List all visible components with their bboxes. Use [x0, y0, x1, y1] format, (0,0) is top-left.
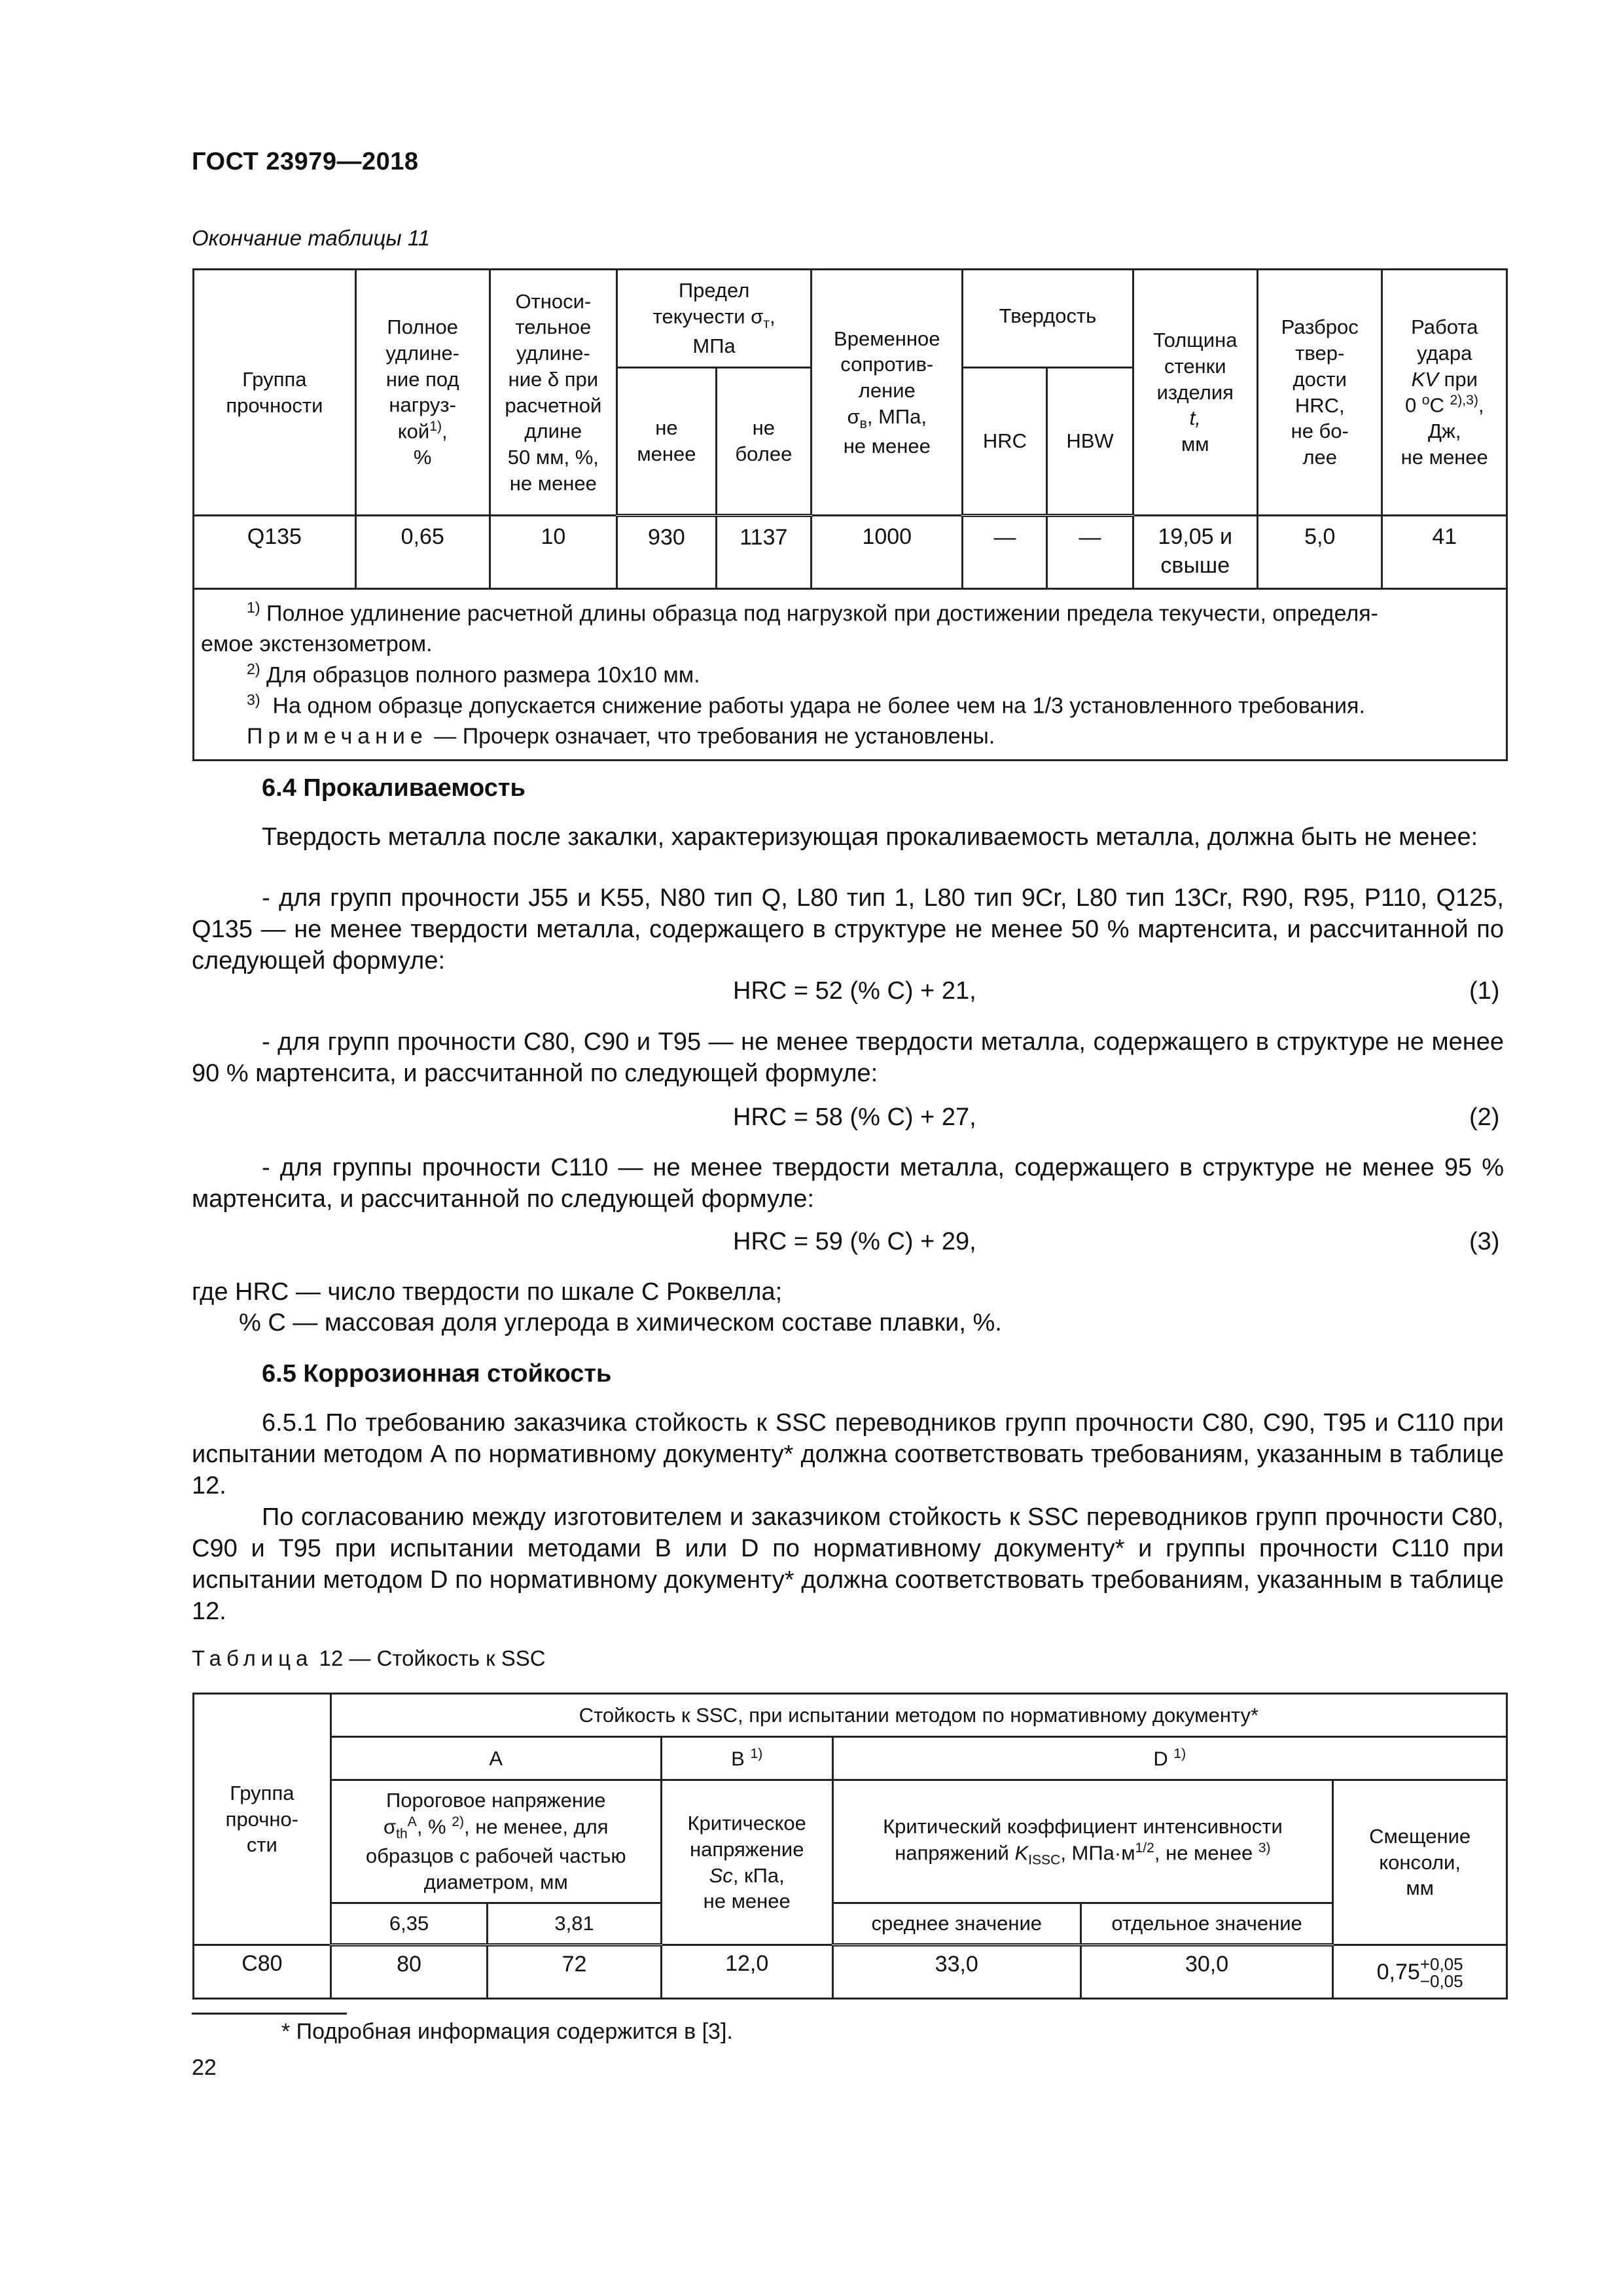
t12-cell-a381: 72	[488, 1945, 661, 1999]
cell-relative-elongation: 10	[490, 516, 617, 589]
header-hrc: HRC	[963, 368, 1047, 516]
table-row	[194, 1945, 1507, 1999]
cell-spread: 5,0	[1258, 516, 1382, 589]
section-6-5-p2: По согласованию между изготовителем и заказчиком стойкость к SSC переводников групп прочности C80, C90 и T95 при испытании методами В или D по нормативному документу* и группы прочности C110 при испытании методом D по нормативному документу* должна соответствовать требованиям, указанным в таблице 12.	[192, 1503, 1504, 1625]
page-footnote: * Подробная информация содержится в [3].	[281, 2019, 733, 2044]
cell-hbw: —	[1047, 516, 1133, 589]
table11-caption: Окончание таблицы 11	[192, 226, 431, 250]
header-yield-min: не менее	[617, 368, 717, 516]
cell-group: Q135	[194, 516, 356, 589]
section-6-4-p2: - для групп прочности J55 и K55, N80 тип Q, L80 тип 1, L80 тип 9Cr, L80 тип 13Cr, R90, R95, P110, Q125, Q135 — не менее твердости металла, содержащего в структуре не менее 50 % мартенсита, и рассчитанной по следующей формуле:	[192, 884, 1504, 975]
t12-header-shift: Смещение консоли, мм	[1333, 1780, 1507, 1945]
header-yield-max: не более	[716, 368, 811, 516]
cell-yield-max: 1137	[716, 516, 811, 589]
t12-header-kissc: Критический коэффициент интенсивности напряжений $K_{ISSC}$, $МПа\cdot м^{1/2}$, не менее $^{3)}$	[832, 1780, 1333, 1903]
t12-header-critical-stress: Критическое напряжение Sc, кПа, не менее	[661, 1780, 832, 1945]
header-full-elongation: Полное удлине- ние под нагруз- кой$^{1)}$, %	[355, 270, 490, 516]
section-6-4-p4: - для группы прочности C110 — не менее твердости металла, содержащего в структуре не менее 95 % мартенсита, и рассчитанной по следующей формуле:	[192, 1154, 1504, 1213]
t12-header-d381: 3,81	[488, 1903, 661, 1945]
header-tensile-strength: Временное сопротив- ление $\sigma_в$, МПа, не менее	[812, 270, 963, 516]
section-6-4-title: 6.4 Прокаливаемость	[262, 774, 526, 802]
t12-header-method-d: D $^{1)}$	[832, 1737, 1507, 1780]
header-yield-strength: Предел текучести $\sigma_т$, МПа	[617, 270, 812, 368]
t12-cell-b: 12,0	[661, 1945, 832, 1999]
t12-header-group: Группа прочно- сти	[194, 1694, 331, 1945]
section-6-4-p3: - для групп прочности C80, C90 и T95 — не менее твердости металла, содержащего в структуре не менее 90 % мартенсита, и рассчитанной по следующей формуле:	[192, 1028, 1504, 1087]
t12-cell-single: 30,0	[1080, 1945, 1332, 1999]
formula-2-number: (2)	[1469, 1103, 1500, 1131]
cell-yield-min: 930	[617, 516, 717, 589]
footnote-divider	[192, 2013, 347, 2015]
section-6-4-p1: Твердость металла после закалки, характеризующая прокаливаемость металла, должна быть не менее:	[262, 823, 1478, 851]
t12-header-single: отдельное значение	[1080, 1903, 1332, 1945]
note-label: Примечание	[247, 723, 428, 749]
t12-cell-average: 33,0	[832, 1945, 1080, 1999]
header-group: Группа прочности	[194, 270, 356, 516]
header-impact-energy: Работа удара KV при 0 $^о$С $^{2),3)}$, Дж, не менее	[1382, 270, 1507, 516]
t12-header-threshold: Пороговое напряжение $\sigma_{th}^A$, % $^{2)}$, не менее, для образцов с рабочей частью диаметром, мм	[330, 1780, 661, 1903]
table11-footnotes: $^{1)}$ Полное удлинение расчетной длины образца под нагрузкой при достижении предела текучести, определя- емое экстензометром. $^{2)}$ Для образцов полного размера 10х10 мм. $^{3)}$ На одном образце допускается снижение работы удара не более чем на 1/3 установленного требования. Примечание — Прочерк означает, что требования не установлены.	[194, 589, 1507, 761]
cell-hrc: —	[963, 516, 1047, 589]
header-hbw: HBW	[1047, 368, 1133, 516]
where-line-2: % C — массовая доля углерода в химическом составе плавки, %.	[239, 1309, 1002, 1336]
header-hardness-spread: Разброс твер- дости HRC, не бо- лее	[1258, 270, 1382, 516]
table-row	[194, 516, 1507, 589]
t12-header-average: среднее значение	[832, 1903, 1080, 1945]
header-relative-elongation: Относи- тельное удлине- ние δ при расчетной длине 50 мм, %, не менее	[490, 270, 617, 516]
t12-cell-shift: 0,75+0,05 −0,05	[1333, 1945, 1507, 1999]
t12-header-method-a: A	[330, 1737, 661, 1780]
table12-caption: Таблица 12 — Стойкость к SSC	[192, 1646, 546, 1670]
section-6-5-p1: 6.5.1 По требованию заказчика стойкость к SSC переводников групп прочности C80, C90, T95 и C110 при испытании методом А по нормативному документу* должна соответствовать требованиям, указанным в таблице 12.	[192, 1409, 1504, 1499]
table-12	[192, 1693, 1508, 2000]
formula-3-number: (3)	[1469, 1228, 1500, 1255]
header-thickness: Толщина стенки изделия t, мм	[1133, 270, 1257, 516]
formula-3: HRC = 59 (% C) + 29,	[733, 1228, 976, 1255]
cell-tensile: 1000	[812, 516, 963, 589]
header-hardness: Твердость	[963, 270, 1133, 368]
where-line-1: где HRC — число твердости по шкале С Роквелла;	[192, 1278, 783, 1306]
t12-header-method-b: B $^{1)}$	[661, 1737, 832, 1780]
page-number: 22	[192, 2055, 217, 2080]
formula-1: HRC = 52 (% C) + 21,	[733, 977, 976, 1005]
t12-cell-a635: 80	[330, 1945, 488, 1999]
t12-header-d635: 6,35	[330, 1903, 488, 1945]
cell-impact: 41	[1382, 516, 1507, 589]
section-6-5-title: 6.5 Коррозионная стойкость	[262, 1360, 612, 1388]
formula-2: HRC = 58 (% C) + 27,	[733, 1103, 976, 1131]
t12-header-top: Стойкость к SSC, при испытании методом по нормативному документу*	[330, 1694, 1507, 1737]
table-11	[192, 268, 1508, 761]
t12-cell-group: C80	[194, 1945, 331, 1999]
cell-thickness: 19,05 и свыше	[1133, 516, 1257, 589]
formula-1-number: (1)	[1469, 977, 1500, 1005]
document-header: ГОСТ 23979—2018	[192, 148, 419, 175]
cell-full-elongation: 0,65	[355, 516, 490, 589]
